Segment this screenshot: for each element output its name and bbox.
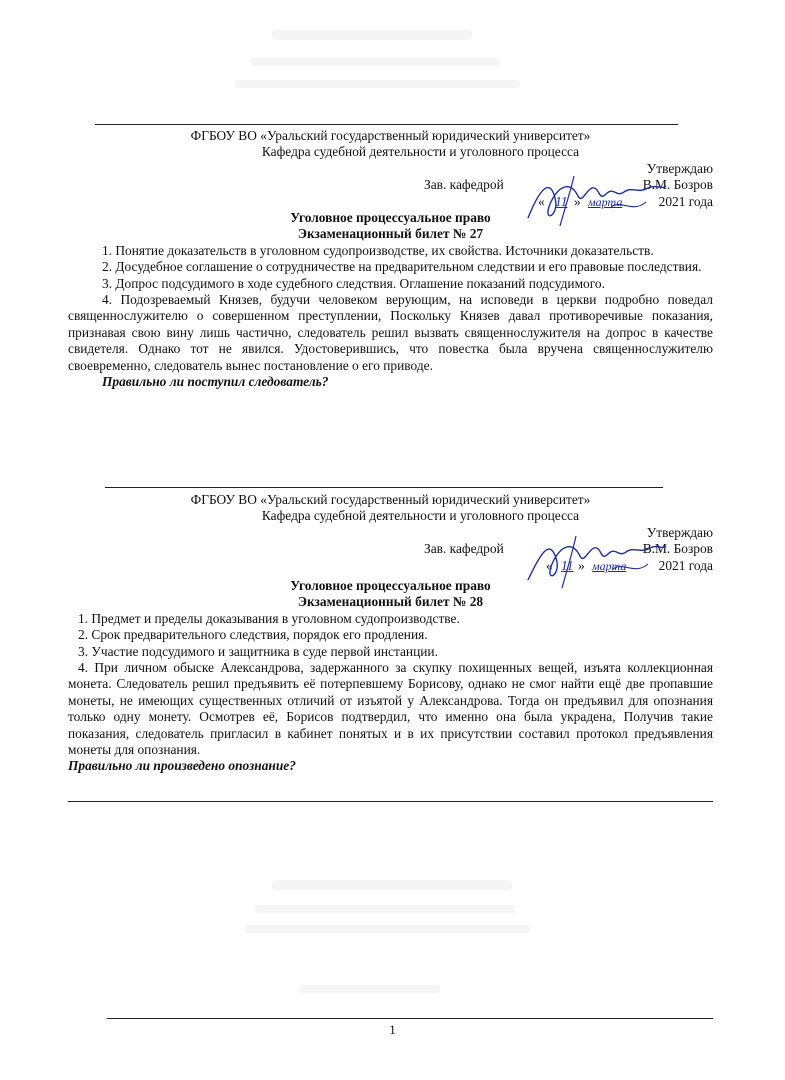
question-item-3: 3. Участие подсудимого и защитника в суде первой инстанции. <box>78 643 438 659</box>
task-question: Правильно ли произведено опознание? <box>68 758 296 774</box>
ticket-divider-rule <box>105 487 663 488</box>
question-item-2: 2. Срок предварительного следствия, порядок его продления. <box>78 627 428 643</box>
department-head-name: В.М. Бозров <box>642 541 713 557</box>
department-head-label: Зав. кафедрой <box>424 177 504 193</box>
department-name: Кафедра судебной деятельности и уголовного процесса <box>261 508 580 524</box>
exam-ticket-28 <box>68 492 713 775</box>
ticket-top-rule <box>95 124 678 125</box>
approval-date <box>68 194 713 210</box>
date-open-quote: « <box>546 557 553 573</box>
date-day: 11 <box>555 193 568 209</box>
subject-title: Уголовное процессуальное право <box>290 210 491 225</box>
approval-date <box>68 558 713 574</box>
date-month: марта <box>588 194 623 209</box>
date-close-quote: » <box>574 193 581 209</box>
bleed-through-bottom-2 <box>255 905 515 913</box>
organization-name: ФГБОУ ВО «Уральский государственный юридический университет» <box>190 492 591 507</box>
footer-rule <box>107 1018 713 1019</box>
bleed-through-top-2 <box>250 58 500 66</box>
task-question: Правильно ли поступил следователь? <box>102 374 329 390</box>
approval-label: Утверждаю <box>646 160 713 176</box>
bleed-through-bottom-3 <box>245 925 530 933</box>
question-item-1: 1. Понятие доказательств в уголовном судопроизводстве, их свойства. Источники доказательств. <box>102 242 654 258</box>
exam-ticket-27 <box>68 128 713 390</box>
question-item-2: 2. Досудебное соглашение о сотрудничестве на предварительном следствии и его правовые последствия. <box>102 259 702 275</box>
department-head-name: В.М. Бозров <box>642 177 713 193</box>
approval-label: Утверждаю <box>646 524 713 540</box>
ticket-bottom-rule <box>68 801 713 802</box>
department-head-label: Зав. кафедрой <box>424 541 504 557</box>
ticket-number: Экзаменационный билет № 27 <box>297 226 484 242</box>
question-item-4: 4. При личном обыске Александрова, задержанного за скупку похищенных вещей, изъята коллекционная монета. Следователь решил предъявить её потерпевшему Борисову, однако не смог найти ещё две пропавшие монеты, не имеющих существенных отличий от изъятой у Александрова. Тогда он предъявил для опознания только одну монету. Осмотрев её, Борисов подтвердил, что именно она была украдена, Получив такие показания, следователь пригласил в кабинет понятых и в их присутствии составил протокол предъявления монеты для опознания. <box>68 660 713 758</box>
ticket-number: Экзаменационный билет № 28 <box>297 594 484 610</box>
question-item-4: 4. Подозреваемый Князев, будучи человеком верующим, на исповеди в церкви подробно поведал священнослужителю о совершенном преступлении, Поскольку Князев давал противоречивые показания, признавая свою вину лишь частично, следователь решил вызвать священнослужителя на допрос в качестве свидетеля. Однако тот не явился. Удостоверившись, что повестка была вручена священнослужителю своевременно, следователь вынес постановление о его приводе. <box>68 292 713 373</box>
date-year: 2021 года <box>658 193 713 209</box>
department-head-row <box>68 177 713 193</box>
bleed-through-top-3 <box>235 80 520 88</box>
bleed-through-bottom-4 <box>300 985 440 993</box>
bleed-through-top-1 <box>272 30 472 40</box>
date-day: 11 <box>561 557 574 573</box>
date-year: 2021 года <box>658 557 713 573</box>
organization-name: ФГБОУ ВО «Уральский государственный юридический университет» <box>190 128 591 143</box>
date-month: марта <box>592 558 627 573</box>
bleed-through-bottom-1 <box>272 880 512 890</box>
subject-title: Уголовное процессуальное право <box>290 578 491 593</box>
question-item-3: 3. Допрос подсудимого в ходе судебного следствия. Оглашение показаний подсудимого. <box>102 275 605 291</box>
question-item-1: 1. Предмет и пределы доказывания в уголовном судопроизводстве. <box>78 610 460 626</box>
question-list <box>68 611 713 759</box>
department-name: Кафедра судебной деятельности и уголовного процесса <box>261 144 580 160</box>
department-head-row <box>68 541 713 557</box>
date-open-quote: « <box>538 193 545 209</box>
page-number: 1 <box>389 1022 396 1037</box>
date-close-quote: » <box>578 557 585 573</box>
